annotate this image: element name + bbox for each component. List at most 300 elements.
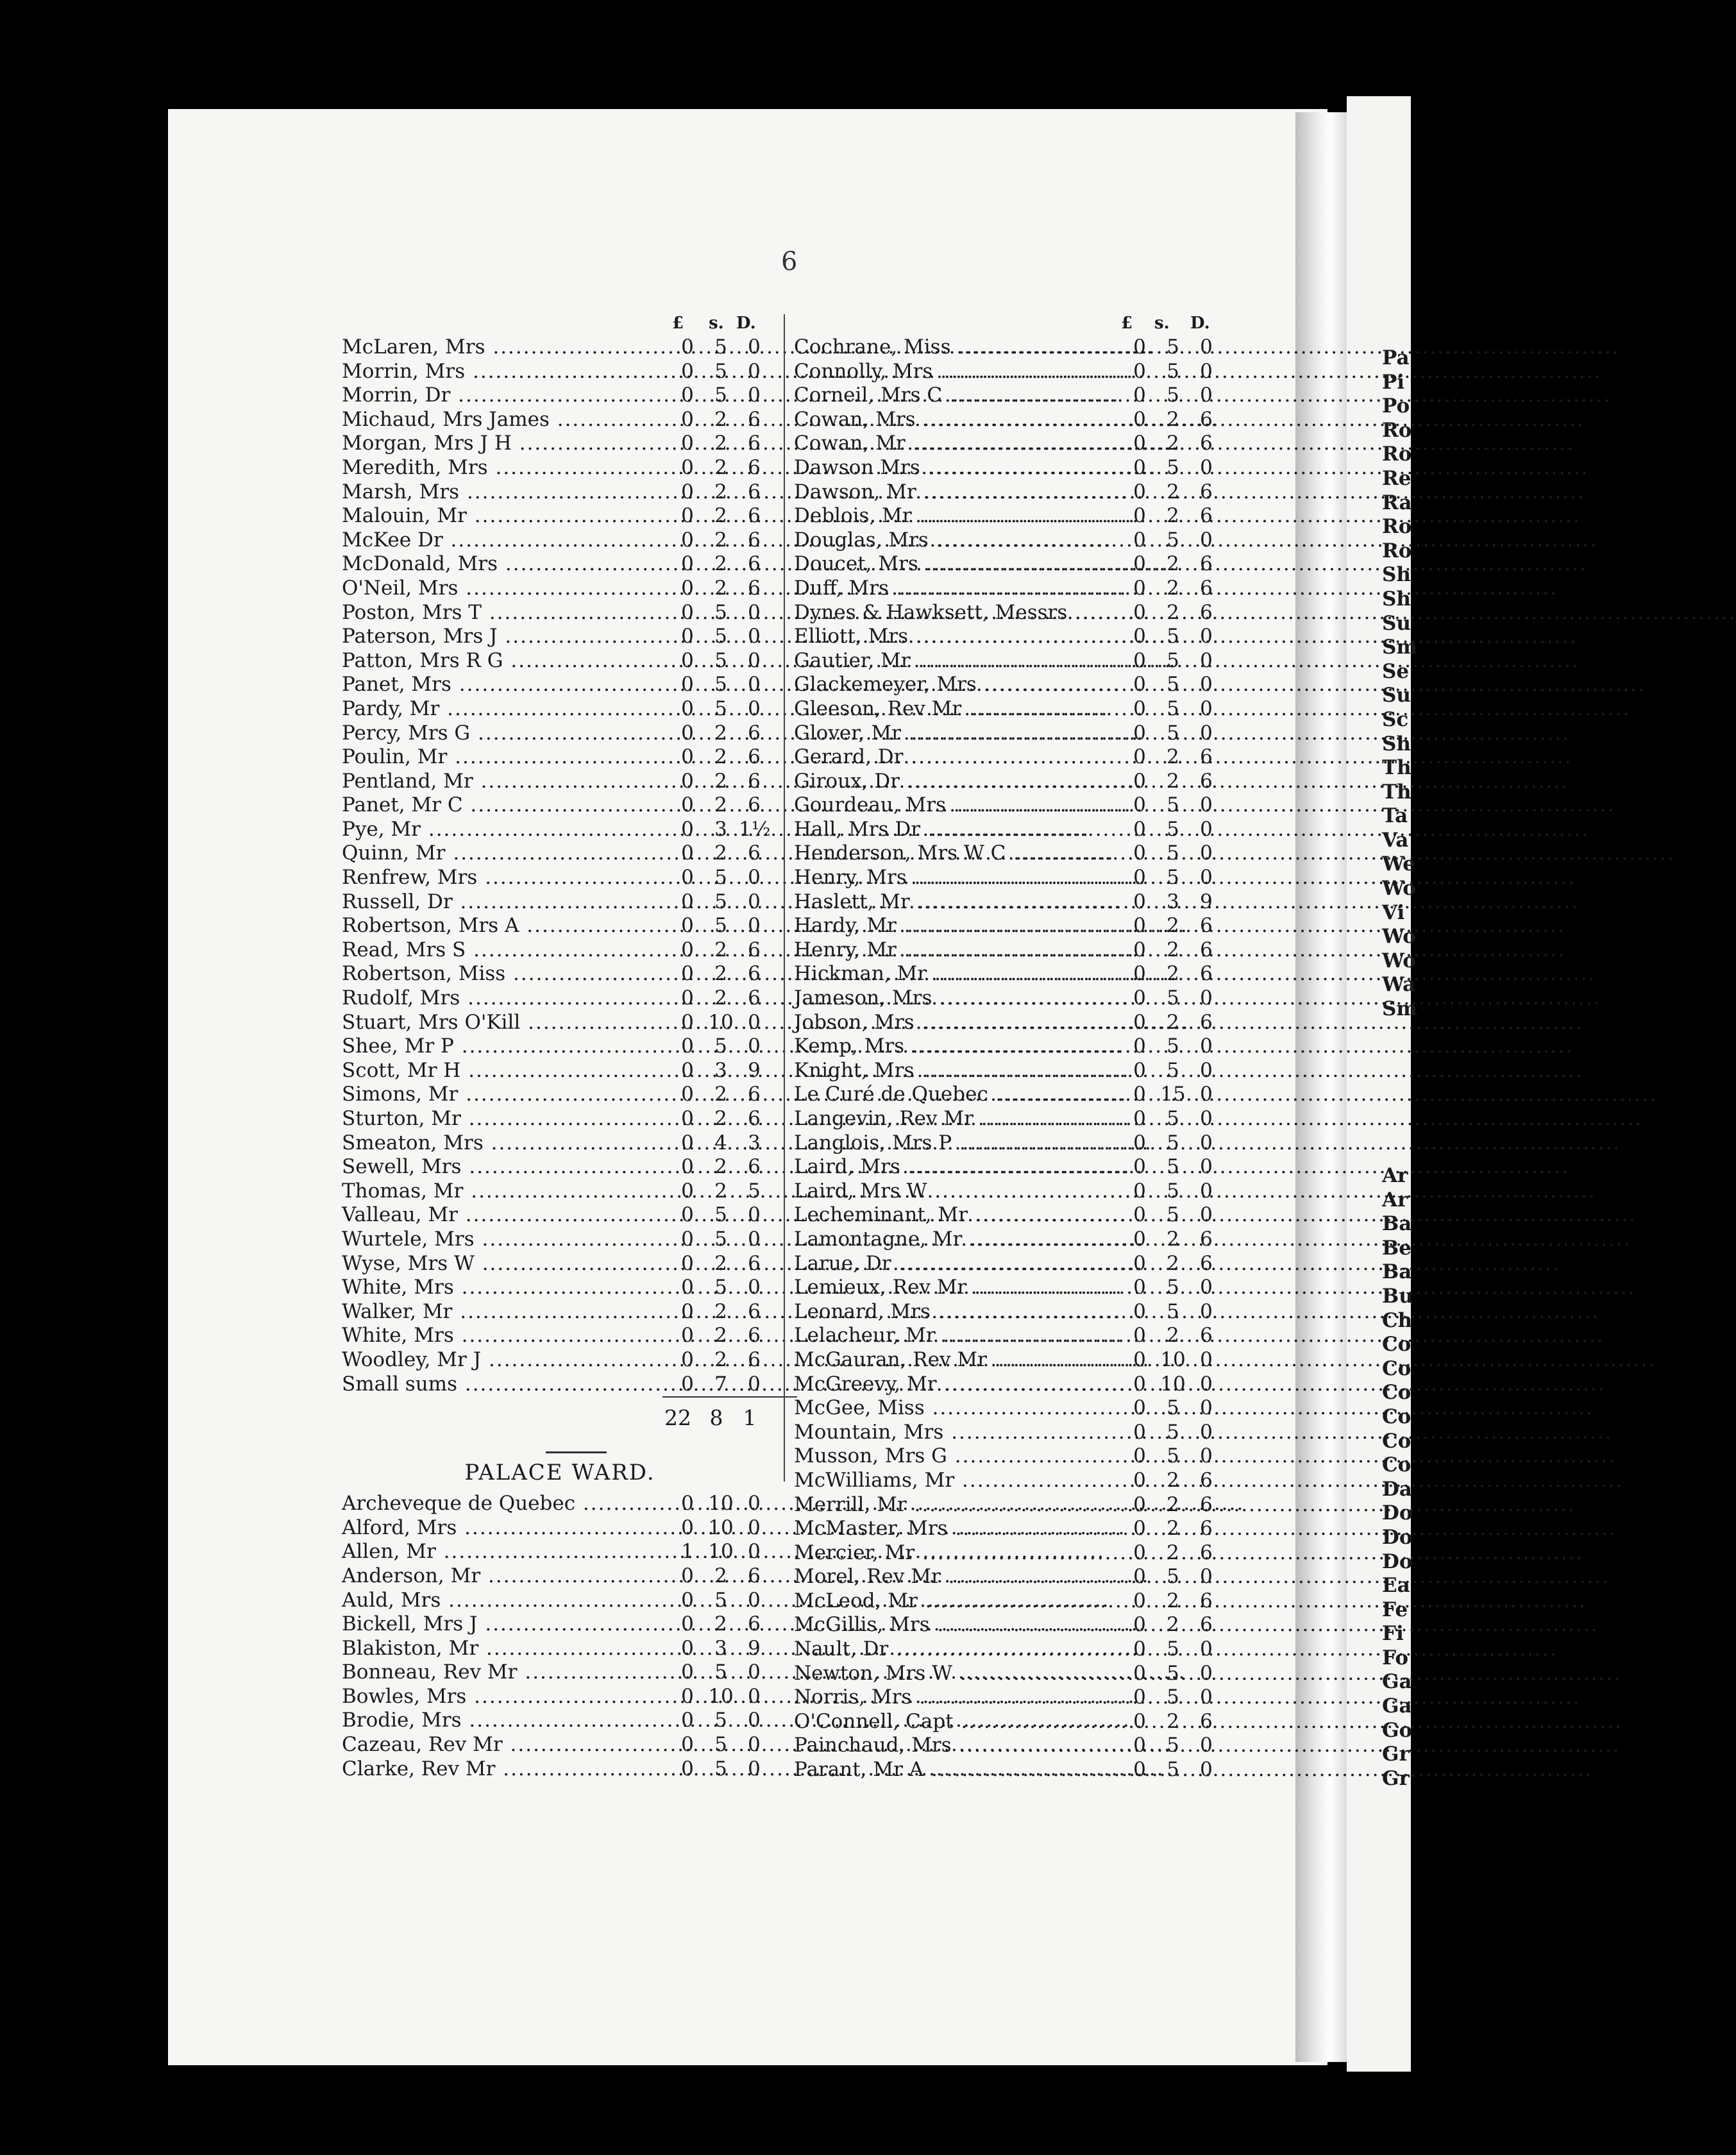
pence-value: 6	[1200, 1589, 1213, 1612]
pence-value: 6	[748, 1107, 761, 1130]
shillings-value: 2	[714, 1179, 727, 1203]
pence-value: 0	[748, 1276, 761, 1299]
pence-value: 6	[1200, 962, 1213, 986]
subscription-entry	[342, 1228, 778, 1252]
subscriber-name: Percy, Mrs G .....	[342, 722, 682, 746]
pounds-value: 0	[1133, 384, 1146, 407]
edge-text-fragment: Po	[1382, 394, 1410, 418]
shillings-value: 2	[714, 745, 727, 769]
pounds-value: 0	[1133, 914, 1146, 938]
subscription-entry	[342, 577, 778, 601]
subscription-entry	[794, 649, 1230, 673]
subscriber-name: Bonneau, Rev Mr .....	[342, 1661, 682, 1685]
shillings-value: 5	[714, 1588, 727, 1612]
pounds-value: 0	[681, 1588, 694, 1612]
pence-value: 6	[1200, 914, 1213, 938]
subscriber-name: Henry, Mrs .....	[794, 866, 1134, 890]
subscription-entry	[794, 384, 1230, 408]
pounds-value: 0	[681, 1636, 694, 1660]
subscription-entry	[342, 890, 778, 915]
subscription-entry	[342, 793, 778, 818]
subscriber-name: Thomas, Mr .....	[342, 1179, 682, 1204]
pence-value: 0	[1200, 1372, 1213, 1396]
subscriber-name: Marsh, Mrs .....	[342, 480, 682, 505]
shillings-value: 5	[1167, 817, 1179, 841]
subscriber-name: Valleau, Mr .....	[342, 1203, 682, 1228]
pounds-value: 0	[1133, 1517, 1146, 1541]
subscriber-name: Hall, Mrs Dr .....	[794, 818, 1134, 842]
pounds-value: 0	[681, 866, 694, 890]
shillings-value: 5	[1167, 1661, 1179, 1685]
pounds-value: 0	[681, 1709, 694, 1732]
pence-value: 6	[748, 504, 761, 528]
subscriber-name: Langlois, Mrs P .....	[794, 1131, 1134, 1156]
subscription-entry	[794, 1324, 1230, 1348]
pounds-value: 0	[1133, 745, 1146, 769]
pounds-value: 0	[1133, 1758, 1146, 1782]
subscriber-name: Bowles, Mrs .....	[342, 1685, 682, 1709]
subscription-entry	[342, 432, 778, 456]
edge-text-fragment: Bu	[1382, 1284, 1413, 1308]
pounds-header: £	[1121, 314, 1133, 333]
pounds-value: 0	[681, 1299, 694, 1323]
edge-text-fragment: Go	[1382, 1718, 1413, 1742]
pounds-value: 0	[1133, 1083, 1146, 1106]
pounds-value: 0	[1133, 1058, 1146, 1082]
pounds-value: 0	[1133, 1348, 1146, 1371]
pence-value: 0	[1200, 455, 1213, 479]
edge-text-fragment: Do	[1382, 1550, 1413, 1573]
subscriber-name: McMaster, Mrs .....	[794, 1517, 1134, 1541]
pounds-value: 0	[681, 1035, 694, 1058]
left-column-header	[342, 311, 778, 335]
pounds-value: 0	[1133, 504, 1146, 528]
subscription-entry	[342, 1179, 778, 1204]
subscription-entry	[794, 1686, 1230, 1710]
subscription-entry	[342, 1035, 778, 1059]
pounds-value: 0	[681, 962, 694, 986]
subscriber-name: Simons, Mr .....	[342, 1083, 682, 1107]
subscriber-name: Jameson, Mrs .....	[794, 986, 1134, 1011]
total-shillings: 8	[709, 1405, 723, 1431]
subscriber-name: McLaren, Mrs .....	[342, 335, 682, 360]
subscriber-name: Gautier, Mr .....	[794, 649, 1134, 673]
pounds-value: 0	[681, 1348, 694, 1371]
subscription-entry	[794, 1613, 1230, 1637]
pence-value: 6	[748, 552, 761, 576]
right-column	[794, 311, 1230, 1782]
subscriber-name: Sewell, Mrs .....	[342, 1155, 682, 1179]
shillings-value: 5	[714, 384, 727, 407]
pounds-value: 0	[1133, 1468, 1146, 1492]
pence-value: 6	[748, 407, 761, 431]
subscription-entry	[794, 962, 1230, 986]
subscriber-name: Merrill, Mr .....	[794, 1493, 1134, 1517]
subscription-entry	[342, 1083, 778, 1107]
edge-text-fragment: Vi	[1382, 900, 1405, 924]
subscription-entry	[342, 1757, 778, 1782]
subscriber-name: Haslett, Mr .....	[794, 890, 1134, 915]
shillings-value: 2	[1167, 1468, 1179, 1492]
subscription-entry	[342, 504, 778, 528]
subscriber-name: McDonald, Mrs .....	[342, 552, 682, 577]
pence-value: 0	[1200, 1396, 1213, 1420]
shillings-value: 5	[714, 600, 727, 624]
pence-value: 0	[1200, 866, 1213, 890]
pence-value: 0	[1200, 1734, 1213, 1757]
edge-text-fragment: Do	[1382, 1525, 1413, 1549]
subscriber-name: Glackemeyer, Mrs .....	[794, 673, 1134, 697]
pounds-value: 0	[1133, 1444, 1146, 1468]
pounds-value: 0	[1133, 962, 1146, 986]
edge-text-fragment: Ga	[1382, 1694, 1412, 1718]
pence-value: 6	[1200, 576, 1213, 600]
subscriber-name: Corneil, Mrs C .....	[794, 384, 1134, 408]
edge-text-fragment: Fe	[1382, 1598, 1408, 1621]
pence-value: 0	[748, 1010, 761, 1034]
shillings-value: 2	[1167, 1589, 1179, 1612]
subscription-entry	[342, 1252, 778, 1276]
pounds-value: 0	[681, 1661, 694, 1684]
shillings-value: 5	[1167, 986, 1179, 1010]
pounds-value: 0	[1133, 1613, 1146, 1637]
subscriber-name: Walker, Mr .....	[342, 1300, 682, 1324]
subscriber-name: Elliott, Mrs .....	[794, 625, 1134, 649]
shillings-value: 2	[714, 793, 727, 817]
subscription-entry	[794, 1203, 1230, 1228]
shillings-value: 5	[714, 866, 727, 890]
right-subscriber-list	[794, 335, 1230, 1782]
subscription-entry	[342, 1612, 778, 1637]
pence-value: 0	[1200, 1565, 1213, 1589]
shillings-value: 5	[714, 335, 727, 359]
pence-value: 0	[748, 697, 761, 720]
subscriber-name: Painchaud, Mrs .....	[794, 1734, 1134, 1758]
shillings-value: 5	[714, 673, 727, 697]
pounds-value: 0	[1133, 1661, 1146, 1685]
edge-text-fragment: Wo	[1382, 877, 1416, 900]
pounds-value: 0	[681, 576, 694, 600]
pence-value: 5	[748, 1179, 761, 1203]
shillings-value: 5	[714, 890, 727, 913]
pounds-value: 0	[681, 432, 694, 455]
pounds-value: 0	[681, 1131, 694, 1154]
shillings-value: 5	[1167, 1686, 1179, 1709]
pounds-value: 0	[1133, 1420, 1146, 1444]
edge-text-fragment: Ga	[1382, 1670, 1412, 1694]
shillings-value: 2	[714, 1251, 727, 1275]
subscription-entry	[794, 1107, 1230, 1131]
subscriber-name: Pye, Mr .....	[342, 818, 682, 842]
pounds-value: 0	[1133, 841, 1146, 865]
pounds-value: 0	[1133, 1396, 1146, 1420]
subscriber-name: Mercier, Mr .....	[794, 1541, 1134, 1566]
pence-value: 0	[748, 1588, 761, 1612]
pence-value: 0	[748, 1035, 761, 1058]
pounds-value: 0	[1133, 1299, 1146, 1323]
pence-value: 6	[748, 1564, 761, 1587]
subscription-entry	[342, 1300, 778, 1324]
subscriber-name: Allen, Mr .....	[342, 1540, 682, 1564]
subscription-entry	[794, 1734, 1230, 1758]
pence-value: 6	[748, 1155, 761, 1179]
subscriber-name: Pentland, Mr .....	[342, 770, 682, 794]
pence-value: 6	[1200, 1010, 1213, 1034]
shillings-value: 2	[1167, 480, 1179, 503]
pence-value: 0	[748, 1661, 761, 1684]
palace-ward-title: PALACE WARD.	[464, 1460, 655, 1486]
pence-value: 0	[748, 359, 761, 383]
shillings-value: 2	[714, 1348, 727, 1371]
pence-value: 0	[1200, 1107, 1213, 1130]
subscription-entry	[794, 1131, 1230, 1156]
pounds-value: 0	[1133, 890, 1146, 913]
pence-value: 9	[748, 1058, 761, 1082]
shillings-value: 5	[1167, 793, 1179, 817]
shillings-value: 2	[1167, 938, 1179, 961]
pounds-value: 0	[1133, 576, 1146, 600]
subscription-entry	[794, 673, 1230, 697]
shillings-value: 2	[1167, 1709, 1179, 1733]
subscription-entry	[794, 1155, 1230, 1179]
subscriber-name: Small sums .....	[342, 1373, 682, 1397]
subscription-entry	[342, 1011, 778, 1035]
shillings-value: 3	[714, 1058, 727, 1082]
shillings-value: 2	[714, 432, 727, 455]
shillings-value: 5	[714, 1203, 727, 1227]
pounds-value: 0	[1133, 335, 1146, 359]
subscription-entry	[342, 1324, 778, 1348]
subscriber-name: Patton, Mrs R G .....	[342, 649, 682, 673]
pence-value: 6	[1200, 480, 1213, 503]
subscriber-name: Smeaton, Mrs .....	[342, 1131, 682, 1156]
subscriber-name: Gourdeau, Mrs .....	[794, 793, 1134, 818]
total-pounds: 22	[664, 1405, 691, 1431]
subscription-entry	[794, 1396, 1230, 1421]
shillings-value: 5	[1167, 625, 1179, 648]
pounds-value: 0	[1133, 480, 1146, 503]
subscription-entry	[794, 335, 1230, 360]
subscription-entry	[342, 601, 778, 625]
left-subscriber-list	[342, 335, 778, 1396]
shillings-value: 2	[714, 1324, 727, 1348]
subscriber-name: Panet, Mr C .....	[342, 793, 682, 818]
subscriber-name: Leonard, Mrs .....	[794, 1300, 1134, 1324]
subscriber-name: Le Curé de Quebec .....	[794, 1083, 1134, 1107]
subscriber-name: Henderson, Mrs W C .....	[794, 841, 1134, 866]
page-number: 6	[781, 247, 798, 276]
shillings-value: 5	[1167, 1276, 1179, 1299]
subscriber-name: White, Mrs .....	[342, 1324, 682, 1348]
pounds-value: 0	[681, 1684, 694, 1708]
shillings-value: 10	[1160, 1348, 1186, 1371]
edge-text-fragment: Wo	[1382, 925, 1416, 949]
subscription-entry	[342, 1107, 778, 1131]
pounds-value: 0	[681, 384, 694, 407]
pounds-value: 0	[681, 1179, 694, 1203]
pence-value: 0	[748, 1684, 761, 1708]
subscription-entry	[794, 456, 1230, 480]
pence-value: 9	[748, 1636, 761, 1660]
shillings-value: 10	[708, 1516, 734, 1539]
pence-value: 6	[748, 769, 761, 793]
pence-value: 0	[1200, 1686, 1213, 1709]
pence-value: 6	[1200, 600, 1213, 624]
edge-text-fragment: Do	[1382, 1501, 1413, 1525]
subscription-entry	[794, 1710, 1230, 1734]
subscriber-name: McGauran, Rev Mr .....	[794, 1348, 1134, 1373]
palace-ward-list	[342, 1492, 778, 1781]
edge-text-fragment: Sc	[1382, 707, 1409, 731]
subscriber-name: Norris, Mrs .....	[794, 1686, 1134, 1710]
subscription-entry	[794, 625, 1230, 649]
shillings-value: 10	[708, 1010, 734, 1034]
pence-value: 0	[1200, 1058, 1213, 1082]
pounds-value: 0	[681, 480, 694, 503]
shillings-value: 5	[1167, 1420, 1179, 1444]
subscription-entry	[342, 1155, 778, 1179]
shillings-value: 3	[1167, 890, 1179, 913]
pence-value: 6	[748, 986, 761, 1010]
subscriber-name: Dawson Mrs .....	[794, 456, 1134, 480]
subscriber-name: Paterson, Mrs J .....	[342, 625, 682, 649]
pounds-value: 0	[681, 1324, 694, 1348]
pounds-value: 0	[1133, 1179, 1146, 1203]
shillings-value: 5	[1167, 1058, 1179, 1082]
pence-value: 0	[1200, 817, 1213, 841]
shillings-value: 2	[714, 986, 727, 1010]
pounds-value: 0	[1133, 1227, 1146, 1251]
subscriber-name: White, Mrs .....	[342, 1276, 682, 1300]
pence-value: 6	[748, 962, 761, 986]
pence-value: 6	[748, 576, 761, 600]
edge-text-fragment: Co	[1382, 1429, 1412, 1453]
pence-value: 9	[1200, 890, 1213, 913]
pence-value: 0	[748, 1227, 761, 1251]
subscription-entry	[794, 914, 1230, 938]
subscriber-name: Meredith, Mrs .....	[342, 456, 682, 480]
subscriber-name: Hickman, Mr .....	[794, 962, 1134, 986]
subscriber-name: McGillis, Mrs .....	[794, 1613, 1134, 1637]
pounds-value: 0	[681, 721, 694, 745]
subscriber-name: Newton, Mrs W .....	[794, 1662, 1134, 1686]
subscription-entry	[794, 1493, 1230, 1517]
pence-value: 6	[748, 1251, 761, 1275]
subscription-entry	[794, 745, 1230, 770]
edge-text-fragment: Co	[1382, 1453, 1412, 1477]
subscriber-name: Dawson, Mr .....	[794, 480, 1134, 505]
pounds-value: 0	[1133, 1565, 1146, 1589]
shillings-value: 2	[714, 962, 727, 986]
shillings-value: 2	[714, 769, 727, 793]
subscription-entry	[342, 1203, 778, 1228]
subscription-entry	[794, 577, 1230, 601]
shillings-value: 5	[1167, 335, 1179, 359]
subscription-entry	[794, 1565, 1230, 1589]
left-column	[342, 311, 778, 1781]
subscription-entry	[342, 1516, 778, 1541]
subscriber-name: Cowan, Mr .....	[794, 432, 1134, 456]
edge-text-fragment: Ar	[1382, 1188, 1408, 1212]
pounds-value: 0	[1133, 1035, 1146, 1058]
pence-value: 0	[1200, 697, 1213, 720]
subscription-entry	[794, 360, 1230, 384]
left-total-row	[662, 1396, 797, 1439]
subscription-entry	[342, 1733, 778, 1757]
subscription-entry	[794, 552, 1230, 577]
subscriber-name: Renfrew, Mrs .....	[342, 866, 682, 890]
shillings-value: 5	[1167, 1155, 1179, 1179]
subscription-entry	[794, 1011, 1230, 1035]
shillings-value: 5	[1167, 721, 1179, 745]
shillings-value: 5	[1167, 384, 1179, 407]
subscription-entry	[342, 818, 778, 842]
pence-value: 0	[1200, 1420, 1213, 1444]
subscriber-name: Michaud, Mrs James .....	[342, 408, 682, 432]
pence-value: 0	[1200, 335, 1213, 359]
pence-value: 0	[1200, 793, 1213, 817]
pence-value: 6	[748, 1299, 761, 1323]
pounds-value: 0	[1133, 1589, 1146, 1612]
subscriber-name: Quinn, Mr .....	[342, 841, 682, 866]
subscription-entry	[342, 1131, 778, 1156]
pounds-value: 0	[1133, 1637, 1146, 1661]
subscriber-name: Laird, Mrs W .....	[794, 1179, 1134, 1204]
pence-value: 0	[748, 1372, 761, 1396]
edge-text-fragment: We	[1382, 852, 1416, 876]
shillings-value: 15	[1160, 1083, 1186, 1106]
subscriber-name: Stuart, Mrs O'Kill .....	[342, 1011, 682, 1035]
shillings-value: 2	[714, 841, 727, 865]
shillings-value: 2	[1167, 432, 1179, 455]
shillings-value: 5	[714, 359, 727, 383]
shillings-value: 5	[1167, 673, 1179, 697]
subscription-entry	[794, 1059, 1230, 1083]
pounds-value: 0	[1133, 673, 1146, 697]
edge-text-fragment: Va	[1382, 828, 1409, 852]
pence-value: 6	[1200, 1517, 1213, 1541]
subscriber-name: Wurtele, Mrs .....	[342, 1228, 682, 1252]
shillings-value: 2	[714, 407, 727, 431]
pounds-value: 0	[1133, 1324, 1146, 1348]
total-pence: 1	[743, 1405, 757, 1431]
pounds-value: 0	[681, 793, 694, 817]
subscription-entry	[342, 938, 778, 963]
pence-value: 0	[748, 673, 761, 697]
subscriber-name: Malouin, Mr .....	[342, 504, 682, 528]
subscriber-name: Douglas, Mrs .....	[794, 528, 1134, 553]
subscription-entry	[794, 1276, 1230, 1300]
shillings-value: 5	[1167, 455, 1179, 479]
pence-value: 3	[748, 1131, 761, 1154]
subscriber-name: Gerard, Dr .....	[794, 745, 1134, 770]
pounds-value: 0	[1133, 455, 1146, 479]
subscription-entry	[794, 986, 1230, 1011]
shillings-value: 5	[1167, 1396, 1179, 1420]
edge-text-fragment: Co	[1382, 1381, 1412, 1405]
subscriber-name: Archeveque de Quebec .....	[342, 1492, 682, 1516]
pounds-value: 0	[681, 455, 694, 479]
shillings-value: 2	[714, 1299, 727, 1323]
subscription-entry	[342, 649, 778, 673]
pounds-value: 0	[1133, 600, 1146, 624]
pounds-value: 0	[1133, 1131, 1146, 1154]
subscription-entry	[342, 1059, 778, 1083]
edge-text-fragment: Co	[1382, 1405, 1412, 1428]
shillings-value: 5	[1167, 1179, 1179, 1203]
subscription-entry	[794, 818, 1230, 842]
pounds-value: 0	[1133, 721, 1146, 745]
